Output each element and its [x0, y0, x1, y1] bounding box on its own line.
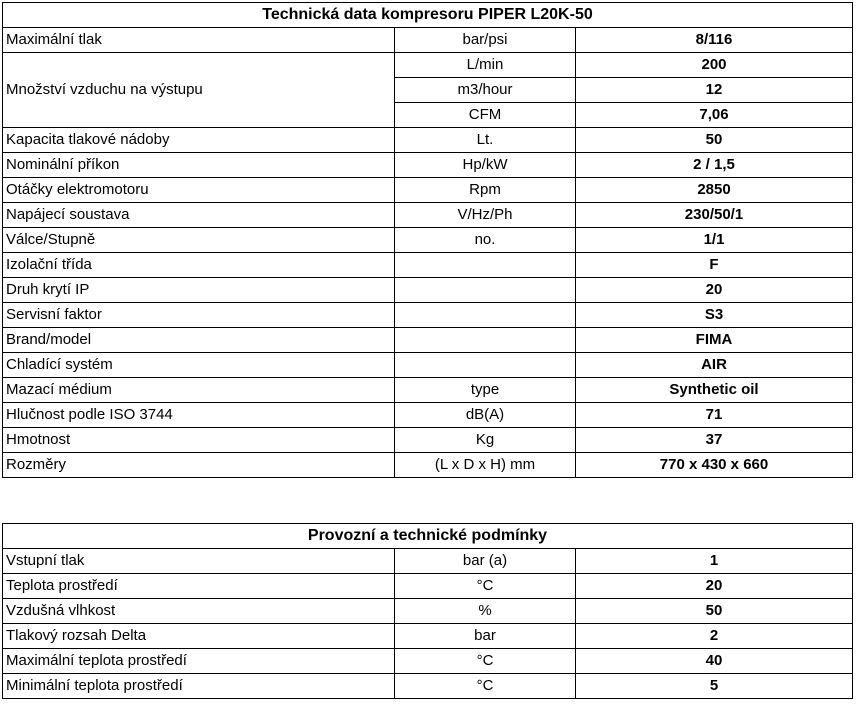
- row-value: 2: [576, 624, 853, 649]
- row-label: Množství vzduchu na výstupu: [3, 53, 395, 128]
- row-label: Minimální teplota prostředí: [3, 674, 395, 699]
- row-value: 40: [576, 649, 853, 674]
- row-value: FIMA: [576, 328, 853, 353]
- row-unit: Hp/kW: [395, 153, 576, 178]
- row-unit: bar (a): [395, 549, 576, 574]
- table-row: [3, 28, 853, 53]
- row-value: 20: [576, 574, 853, 599]
- row-unit: L/min: [395, 53, 576, 78]
- table-row: [3, 178, 853, 203]
- table-row: [3, 674, 853, 699]
- table-row: [3, 649, 853, 674]
- row-unit: [395, 353, 576, 378]
- table-row: [3, 328, 853, 353]
- table-title: Provozní a technické podmínky: [3, 524, 853, 549]
- table-row: [3, 428, 853, 453]
- row-value: 37: [576, 428, 853, 453]
- row-label: Maximální tlak: [3, 28, 395, 53]
- table-row: [3, 403, 853, 428]
- row-value: Synthetic oil: [576, 378, 853, 403]
- table-row: [3, 303, 853, 328]
- row-unit: m3/hour: [395, 78, 576, 103]
- row-unit: %: [395, 599, 576, 624]
- row-value: 50: [576, 599, 853, 624]
- row-value: 230/50/1: [576, 203, 853, 228]
- row-label: Hlučnost podle ISO 3744: [3, 403, 395, 428]
- row-value: 1/1: [576, 228, 853, 253]
- row-unit: type: [395, 378, 576, 403]
- row-label: Napájecí soustava: [3, 203, 395, 228]
- row-unit: [395, 253, 576, 278]
- table-row: [3, 624, 853, 649]
- row-unit: dB(A): [395, 403, 576, 428]
- table-row: [3, 353, 853, 378]
- row-value: 200: [576, 53, 853, 78]
- technical-data-table: [2, 2, 853, 478]
- row-unit: bar/psi: [395, 28, 576, 53]
- row-unit: Lt.: [395, 128, 576, 153]
- table-row: [3, 228, 853, 253]
- row-value: 12: [576, 78, 853, 103]
- table-row: [3, 278, 853, 303]
- row-unit: [395, 328, 576, 353]
- row-value: AIR: [576, 353, 853, 378]
- row-value: F: [576, 253, 853, 278]
- row-unit: bar: [395, 624, 576, 649]
- table-row: [3, 53, 853, 78]
- row-label: Druh krytí IP: [3, 278, 395, 303]
- row-label: Servisní faktor: [3, 303, 395, 328]
- row-label: Brand/model: [3, 328, 395, 353]
- row-label: Vstupní tlak: [3, 549, 395, 574]
- table-title: Technická data kompresoru PIPER L20K-50: [3, 3, 853, 28]
- row-label: Chladící systém: [3, 353, 395, 378]
- row-value: 2850: [576, 178, 853, 203]
- row-label: Hmotnost: [3, 428, 395, 453]
- row-unit: V/Hz/Ph: [395, 203, 576, 228]
- row-label: Vzdušná vlhkost: [3, 599, 395, 624]
- row-value: 50: [576, 128, 853, 153]
- row-unit: Rpm: [395, 178, 576, 203]
- row-value: 5: [576, 674, 853, 699]
- table-title-row: [3, 524, 853, 549]
- row-label: Teplota prostředí: [3, 574, 395, 599]
- row-unit: Kg: [395, 428, 576, 453]
- table-row: [3, 203, 853, 228]
- row-value: 7,06: [576, 103, 853, 128]
- row-label: Rozměry: [3, 453, 395, 478]
- row-unit: CFM: [395, 103, 576, 128]
- row-label: Mazací médium: [3, 378, 395, 403]
- row-label: Válce/Stupně: [3, 228, 395, 253]
- row-unit: (L x D x H) mm: [395, 453, 576, 478]
- row-label: Maximální teplota prostředí: [3, 649, 395, 674]
- table-row: [3, 574, 853, 599]
- row-value: 8/116: [576, 28, 853, 53]
- row-unit: °C: [395, 574, 576, 599]
- row-label: Tlakový rozsah Delta: [3, 624, 395, 649]
- row-unit: [395, 303, 576, 328]
- table-title-row: [3, 3, 853, 28]
- row-value: 2 / 1,5: [576, 153, 853, 178]
- table-row: [3, 378, 853, 403]
- row-label: Otáčky elektromotoru: [3, 178, 395, 203]
- row-label: Nominální příkon: [3, 153, 395, 178]
- row-label: Izolační třída: [3, 253, 395, 278]
- row-unit: °C: [395, 674, 576, 699]
- table-row: [3, 253, 853, 278]
- table-row: [3, 599, 853, 624]
- table-row: [3, 549, 853, 574]
- row-value: 71: [576, 403, 853, 428]
- table-row: [3, 128, 853, 153]
- row-unit: no.: [395, 228, 576, 253]
- row-label: Kapacita tlakové nádoby: [3, 128, 395, 153]
- table-row: [3, 453, 853, 478]
- table-row: [3, 153, 853, 178]
- operating-conditions-table: [2, 523, 853, 699]
- row-value: 1: [576, 549, 853, 574]
- row-value: S3: [576, 303, 853, 328]
- row-unit: °C: [395, 649, 576, 674]
- row-unit: [395, 278, 576, 303]
- row-value: 20: [576, 278, 853, 303]
- row-value: 770 x 430 x 660: [576, 453, 853, 478]
